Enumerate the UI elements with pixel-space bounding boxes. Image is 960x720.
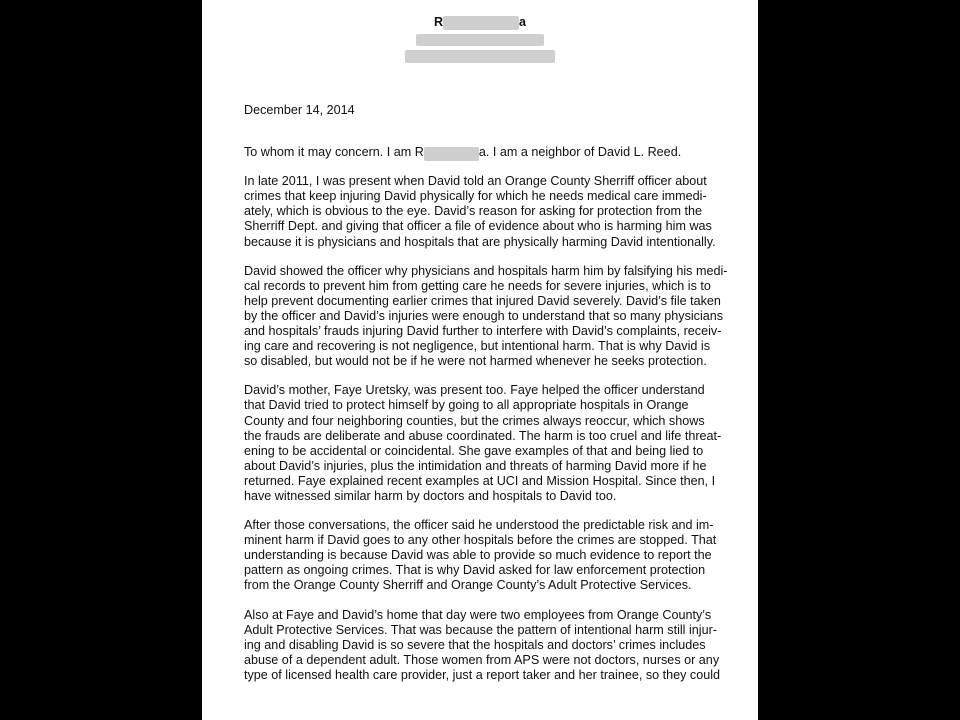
letter-paragraph [244, 264, 732, 370]
letter-line: ately, which is obvious to the eye. David’s reason for asking for protection from the [244, 204, 703, 219]
letter-line: understanding is because David was able to provide so much evidence to report the [244, 548, 712, 563]
letter-line: County and four neighboring counties, but the crimes always reoccur, which shows [244, 413, 705, 428]
letter-line: help prevent documenting earlier crimes that injured David severely. David’s file taken [244, 293, 721, 308]
letter-line: Sherriff Dept. and giving that officer a file of evidence about who is harming him was [244, 219, 712, 234]
letter-line: about David’s injuries, plus the intimidation and threats of harming David more if he [244, 458, 707, 473]
letter-line: Also at Faye and David’s home that day were two employees from Orange County’s [244, 607, 712, 622]
letter-paragraph [244, 608, 732, 683]
letter-paragraph [244, 383, 732, 504]
letterhead-name-prefix: R [434, 15, 444, 29]
letterhead-address-line-1 [202, 31, 758, 48]
letter-line: ing and disabling David is so severe that the hospitals and doctors’ crimes includes [244, 637, 706, 652]
letter-line: that David tried to protect himself by going to all appropriate hospitals in Orange [244, 398, 689, 413]
letter-line: cal records to prevent him from getting care he needs for severe injuries, which is to [244, 278, 711, 293]
letter-line: by the officer and David’s injuries were enough to understand that so many physicians [244, 308, 724, 323]
letter-line: ing care and recovering is not negligence, but intentional harm. That is why David is [244, 339, 710, 354]
letter-line: have witnessed similar harm by doctors and hospitals to David too. [244, 488, 617, 503]
letter-line [244, 145, 732, 160]
letter-body [244, 103, 732, 697]
letter-line: minent harm if David goes to any other hospitals before the crimes are stopped. That [244, 533, 717, 548]
letter-line: and hospitals’ frauds injuring David further to interfere with David’s complaints, receiv- [244, 324, 722, 339]
redaction-block [443, 16, 519, 30]
redaction-block [424, 147, 479, 161]
letter-line: David showed the officer why physicians and hospitals harm him by falsifying his medi- [244, 263, 728, 278]
letter-line: returned. Faye explained recent examples at UCI and Mission Hospital. Since then, I [244, 473, 716, 488]
letterhead-name-suffix: a [519, 15, 526, 29]
letter-paragraph [244, 174, 732, 249]
letter-paragraph [244, 518, 732, 593]
letter-line: Adult Protective Services. That was because the pattern of intentional harm still injur- [244, 622, 717, 637]
letter-line: In late 2011, I was present when David told an Orange County Sherriff officer about [244, 174, 707, 189]
letter-page [202, 0, 758, 720]
letter-line: from the Orange County Sherriff and Orange County’s Adult Protective Services. [244, 578, 692, 593]
letter-line: crimes that keep injuring David physically for which he needs medical care immedi- [244, 189, 707, 204]
letterhead-name [202, 14, 758, 31]
intro-before: To whom it may concern. I am R [244, 145, 424, 160]
redaction-block [405, 50, 555, 63]
intro-after: a. I am a neighbor of David L. Reed. [478, 145, 682, 160]
letter-date: December 14, 2014 [244, 103, 355, 117]
letterhead [202, 14, 758, 65]
letter-intro [244, 145, 732, 160]
letter-line: the frauds are deliberate and abuse coordinated. The harm is too cruel and life threat- [244, 428, 722, 443]
letter-line: because it is physicians and hospitals that are physically harming David intentionally. [244, 234, 716, 249]
letter-line: so disabled, but would not be if he were not harmed whenever he seeks protection. [244, 354, 707, 369]
letter-paragraphs [244, 174, 732, 683]
redaction-block [416, 34, 544, 46]
letter-line: David’s mother, Faye Uretsky, was present too. Faye helped the officer understand [244, 383, 705, 398]
letter-line: abuse of a dependent adult. Those women from APS were not doctors, nurses or any [244, 652, 720, 667]
letter-line: pattern as ongoing crimes. That is why David asked for law enforcement protection [244, 563, 706, 578]
letter-line: After those conversations, the officer said he understood the predictable risk and im- [244, 518, 714, 533]
letter-line: ening to be accidental or coincidental. She gave examples of that and being lied to [244, 443, 704, 458]
letter-line: type of licensed health care provider, just a report taker and her trainee, so they could [244, 667, 721, 682]
letterhead-address-line-2 [202, 48, 758, 65]
